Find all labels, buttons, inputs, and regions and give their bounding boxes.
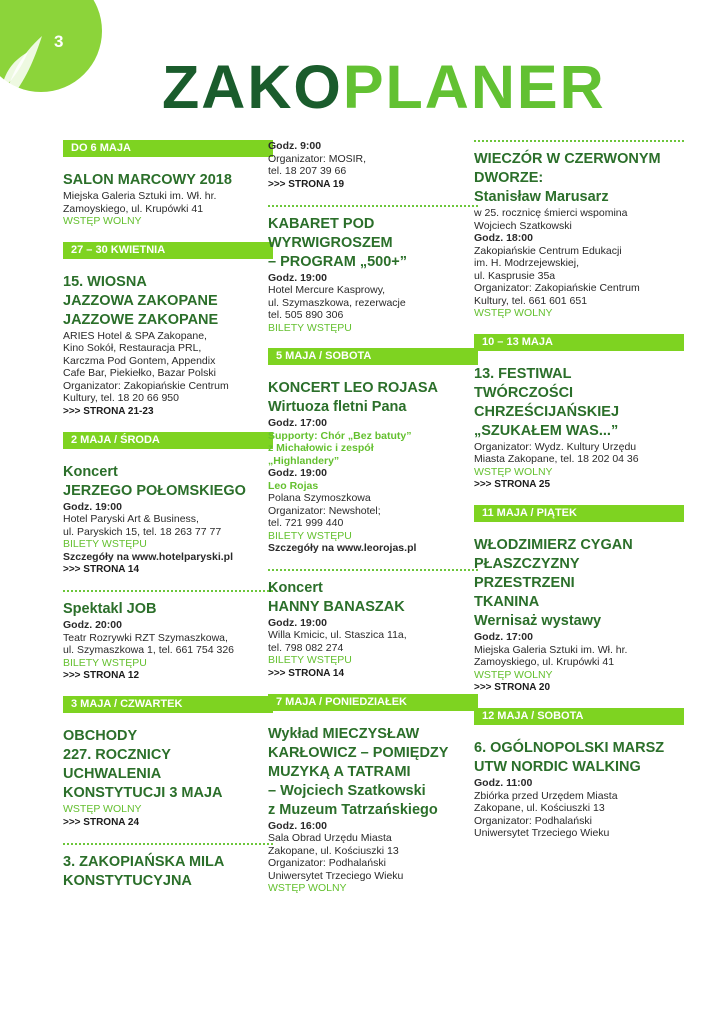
page-reference: >>> STRONA 20 — [474, 682, 551, 693]
date-header: 10 – 13 MAJA — [474, 334, 684, 351]
page-reference: >>> STRONA 14 — [268, 667, 345, 679]
divider — [268, 205, 478, 207]
event-item — [268, 579, 478, 680]
event-venue: Teatr Rozrywki RZT Szymaszkowa, — [63, 631, 228, 644]
event-organizer: Organizator: Zakopiańskie Centrum — [474, 282, 640, 294]
event-title: 13. FESTIWAL — [474, 365, 572, 382]
event-venue: Polana Szymoszkowa — [268, 492, 371, 504]
date-header: 7 MAJA / PONIEDZIAŁEK — [268, 694, 478, 711]
event-time: Godz. 16:00 — [268, 819, 327, 832]
event-venue: Zbiórka przed Urzędem Miasta — [474, 789, 618, 802]
event-title: UTW NORDIC WALKING — [474, 759, 641, 775]
event-title: UCHWALENIA — [63, 766, 162, 782]
event-entry: BILETY WSTĘPU — [268, 654, 352, 666]
divider — [474, 140, 684, 142]
event-organizer: Uniwersytet Trzeciego Wieku — [474, 827, 610, 839]
event-title: – Wojciech Szatkowski — [268, 782, 426, 799]
event-venue: im. H. Modrzejewskiej, — [474, 257, 580, 269]
event-title: PŁASZCZYZNY — [474, 556, 580, 572]
event-title: WYRWIGROSZEM — [268, 234, 393, 251]
date-header: DO 6 MAJA — [63, 140, 273, 157]
event-title: „SZUKAŁEM WAS...” — [474, 422, 619, 439]
event-title: OBCHODY — [63, 728, 138, 744]
logo-text-za: ZA — [162, 52, 248, 121]
page-reference: >>> STRONA 19 — [268, 178, 345, 190]
events-column-3 — [474, 140, 684, 854]
event-venue: Miejska Galeria Sztuki im. Wł. hr. — [63, 190, 217, 202]
event-venue: ul. Szymaszkowa, rezerwacje — [268, 296, 406, 309]
event-venue: Zamoyskiego, ul. Krupówki 41 — [63, 202, 204, 215]
page-reference: >>> STRONA 21-23 — [63, 405, 154, 417]
zakoplaner-logo — [162, 52, 606, 122]
event-organizer: Kultury, tel. 661 601 651 — [474, 294, 588, 307]
event-title: PRZESTRZENI — [474, 575, 575, 591]
event-entry: WSTĘP WOLNY — [474, 668, 553, 681]
event-venue: Hotel Mercure Kasprowy, — [268, 284, 386, 296]
page-number: 3 — [54, 32, 64, 51]
event-title: KARŁOWICZ – POMIĘDZY — [268, 744, 449, 761]
event-organizer: Organizator: Wydz. Kultury Urzędu — [474, 440, 637, 453]
event-title: Koncert — [268, 579, 323, 596]
event-subtitle: Stanisław Marusarz — [474, 189, 609, 205]
event-venue: Sala Obrad Urzędu Miasta — [268, 832, 392, 844]
event-item — [268, 725, 478, 895]
event-time: Godz. 9:00 — [268, 140, 322, 152]
event-title: JAZZOWE ZAKOPANE — [63, 311, 219, 328]
event-item — [63, 727, 273, 829]
divider — [63, 843, 273, 845]
events-column-2 — [268, 140, 478, 909]
event-title: KONSTYTUCYJNA — [63, 872, 192, 889]
event-venue: Zamoyskiego, ul. Krupówki 41 — [474, 656, 615, 668]
event-time: Godz. 19:00 — [268, 616, 327, 629]
event-title: SALON MARCOWY 2018 — [63, 172, 232, 188]
event-phone: tel. 18 207 39 66 — [268, 165, 347, 177]
event-description: Wojciech Szatkowski — [474, 219, 572, 232]
event-entry: WSTĘP WOLNY — [474, 307, 553, 319]
event-website: Szczegóły na www.hotelparyski.pl — [63, 550, 233, 563]
event-venue: Cafe Bar, Piekiełko, Bazar Polski — [63, 367, 216, 379]
page-reference: >>> STRONA 12 — [63, 670, 140, 681]
event-title: JAZZOWA ZAKOPANE — [63, 292, 218, 309]
event-title: 15. WIOSNA — [63, 273, 147, 290]
event-title: 227. ROCZNICY — [63, 747, 171, 763]
divider — [268, 569, 478, 571]
event-entry: WSTĘP WOLNY — [63, 803, 142, 815]
leaf-icon — [0, 26, 50, 106]
event-organizer: Uniwersytet Trzeciego Wieku — [268, 869, 404, 882]
event-title: 3. ZAKOPIAŃSKA MILA — [63, 853, 225, 870]
event-title: WIECZÓR W CZERWONYM — [474, 151, 661, 167]
event-item — [474, 536, 684, 694]
event-title: TWÓRCZOŚCI — [474, 384, 574, 401]
event-entry: WSTĘP WOLNY — [474, 465, 553, 478]
event-support: „Highlandery” — [268, 454, 340, 467]
event-venue: Zakopane, ul. Kościuszki 13 — [474, 802, 605, 814]
event-venue: Miejska Galeria Sztuki im. Wł. hr. — [474, 643, 628, 656]
event-venue: ul. Paryskich 15, tel. 18 263 77 77 — [63, 525, 222, 538]
date-header: 11 MAJA / PIĄTEK — [474, 505, 684, 522]
event-venue: Willa Kmicic, ul. Staszica 11a, — [268, 629, 407, 641]
event-title: KONCERT LEO ROJASA — [268, 380, 438, 396]
event-time: Godz. 19:00 — [268, 467, 327, 479]
event-item — [63, 853, 273, 891]
page-reference: >>> STRONA 14 — [63, 564, 140, 575]
event-item — [63, 600, 273, 682]
event-time: Godz. 17:00 — [474, 631, 533, 643]
date-header: 2 MAJA / ŚRODA — [63, 432, 273, 449]
events-column-1 — [63, 140, 273, 905]
event-item — [474, 739, 684, 840]
event-subtitle: Wernisaż wystawy — [474, 613, 602, 629]
logo-text-ko: KO — [247, 52, 343, 121]
event-description: w 25. rocznicę śmierci wspomina — [474, 207, 628, 219]
event-title: KONSTYTUCJI 3 MAJA — [63, 785, 223, 801]
event-title: MUZYKĄ A TATRAMI — [268, 763, 411, 780]
event-item — [63, 273, 273, 418]
event-phone: tel. 505 890 306 — [268, 309, 344, 321]
event-title: Koncert — [63, 463, 118, 480]
event-time: Godz. 19:00 — [63, 500, 122, 513]
event-organizer: Organizator: Podhalański — [268, 857, 386, 869]
event-title: DWORZE: — [474, 170, 544, 186]
event-phone: tel. 721 999 440 — [268, 517, 344, 529]
event-title: KABARET POD — [268, 215, 375, 232]
event-time: Godz. 18:00 — [474, 232, 533, 244]
event-entry: WSTĘP WOLNY — [63, 215, 142, 227]
event-venue: Hotel Paryski Art & Business, — [63, 513, 199, 525]
event-title: TKANINA — [474, 594, 540, 610]
date-header: 5 MAJA / SOBOTA — [268, 348, 478, 365]
event-title: Spektakl JOB — [63, 601, 157, 617]
event-venue: Kino Sokół, Restauracja PRL, — [63, 342, 202, 354]
event-venue: Karczma Pod Gontem, Appendix — [63, 354, 216, 367]
event-website: Szczegóły na www.leorojas.pl — [268, 542, 417, 554]
event-support: Supporty: Chór „Bez batuty” — [268, 429, 412, 442]
event-item — [268, 379, 478, 555]
event-item — [474, 365, 684, 492]
logo-text-planer: PLANER — [342, 52, 606, 121]
event-organizer: Organizator: MOSIR, — [268, 152, 367, 165]
event-entry: BILETY WSTĘPU — [63, 656, 147, 669]
event-item — [63, 171, 273, 228]
event-venue: ul. Kasprusie 35a — [474, 269, 556, 282]
event-title: 6. OGÓLNOPOLSKI MARSZ — [474, 740, 665, 756]
event-entry: BILETY WSTĘPU — [268, 321, 352, 334]
event-item — [474, 150, 684, 320]
event-venue: ARIES Hotel & SPA Zakopane, — [63, 329, 207, 342]
event-title: WŁODZIMIERZ CYGAN — [474, 537, 633, 553]
event-subtitle: Wirtuoza fletni Pana — [268, 399, 407, 415]
event-time: Godz. 19:00 — [268, 271, 327, 284]
event-organizer: Kultury, tel. 18 20 66 950 — [63, 392, 179, 404]
page-reference: >>> STRONA 24 — [63, 816, 140, 828]
event-title: – PROGRAM „500+” — [268, 253, 408, 270]
event-entry: BILETY WSTĘPU — [268, 529, 352, 542]
event-venue: ul. Szymaszkowa 1, tel. 661 754 326 — [63, 644, 235, 656]
event-organizer: Organizator: Podhalański — [474, 814, 592, 827]
event-organizer: Organizator: Newshotel; — [268, 504, 381, 517]
event-phone: tel. 798 082 274 — [268, 641, 344, 654]
event-time: Godz. 17:00 — [268, 417, 327, 429]
event-venue: Zakopane, ul. Kościuszki 13 — [268, 844, 399, 857]
page-reference: >>> STRONA 25 — [474, 479, 551, 490]
event-entry: BILETY WSTĘPU — [63, 538, 147, 550]
divider — [63, 590, 273, 592]
event-title: CHRZEŚCIJAŃSKIEJ — [474, 403, 620, 420]
event-title: JERZEGO POŁOMSKIEGO — [63, 482, 246, 499]
date-header: 27 – 30 KWIETNIA — [63, 242, 273, 259]
event-organizer: Miasta Zakopane, tel. 18 202 04 36 — [474, 453, 639, 465]
event-title: z Muzeum Tatrzańskiego — [268, 801, 438, 818]
event-title: HANNY BANASZAK — [268, 598, 405, 615]
date-header: 3 MAJA / CZWARTEK — [63, 696, 273, 713]
event-time: Godz. 11:00 — [474, 777, 533, 789]
event-performer: Leo Rojas — [268, 479, 319, 492]
event-item — [268, 140, 478, 191]
event-item — [63, 463, 273, 577]
event-organizer: Organizator: Zakopiańskie Centrum — [63, 379, 229, 392]
event-venue: Zakopiańskie Centrum Edukacji — [474, 244, 622, 257]
event-time: Godz. 20:00 — [63, 619, 122, 631]
event-support: z Michałowic i zespół — [268, 442, 374, 454]
event-item — [268, 215, 478, 335]
event-entry: WSTĘP WOLNY — [268, 882, 347, 894]
date-header: 12 MAJA / SOBOTA — [474, 708, 684, 725]
event-title: Wykład MIECZYSŁAW — [268, 725, 420, 742]
